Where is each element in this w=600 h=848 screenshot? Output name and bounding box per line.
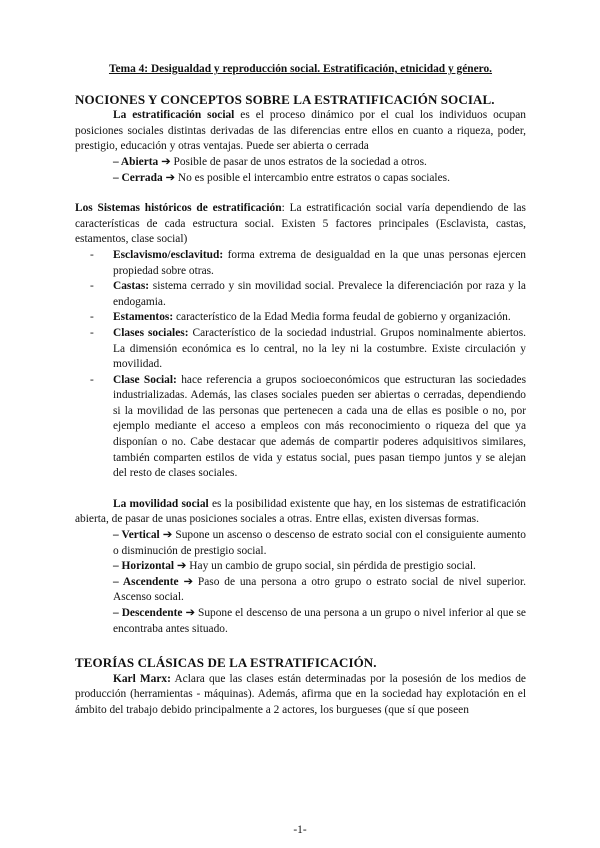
text-cerrada: ➔ No es posible el intercambio entre estratos o capas sociales. (162, 171, 450, 184)
document-page (75, 62, 526, 719)
list-item (75, 326, 526, 373)
dash-bullet: - (90, 326, 94, 339)
paragraph-marx (75, 672, 526, 719)
term-estratificacion: La estratificación social (113, 109, 235, 122)
document-title: Tema 4: Desigualdad y reproducción social. Estratificación, etnicidad y género. (108, 63, 493, 75)
term-abierta: – Abierta (113, 155, 159, 168)
section-heading-teorias: TEORÍAS CLÁSICAS DE LA ESTRATIFICACIÓN. (75, 655, 377, 671)
paragraph-movilidad (75, 497, 526, 528)
paragraph-sistemas (75, 201, 526, 248)
page-number: -1- (293, 824, 307, 836)
item-term: Clases sociales: (113, 326, 189, 339)
item-term: Estamentos: (113, 311, 174, 324)
term-ascendente: – Ascendente (113, 575, 179, 588)
item-text: característico de la Edad Media forma feudal de gobierno y organización. (173, 311, 511, 324)
term-cerrada: – Cerrada (113, 171, 163, 184)
item-text: hace referencia a grupos socioeconómicos que estructuran las sociedades industrializadas. Además, las clases sociales pueden ser abiertas o cerradas, dependiendo si la movilidad de las personas que pertenecen a cada una de ellas es posible o no, por ejemplo mediante el acceso a empleos con más reconocimiento o riqueza del que ya disponían o no. Cabe destacar que además de compartir poderes adquisitivos similares, también comparten estilos de vida y estatus social, pues pasan tiempo juntos y se alejan del resto de clases sociales. (113, 373, 527, 480)
item-text: forma extrema de desigualdad en la que unas personas ejercen propiedad sobre otras. (113, 248, 526, 277)
section-heading-nociones: NOCIONES Y CONCEPTOS SOBRE LA ESTRATIFICACIÓN SOCIAL. (75, 91, 495, 107)
text-vertical: ➔ Supone un ascenso o descenso de estrato social con el consiguiente aumento o disminución de prestigio social. (113, 529, 526, 557)
text-abierta: ➔ Posible de pasar de unos estratos de la sociedad a otros. (158, 155, 427, 168)
text-descendente: ➔ Supone el descenso de una persona a un grupo o nivel inferior al que se encontraba antes situado. (113, 607, 526, 635)
item-text: Característico de la sociedad industrial. Grupos nominalmente abiertos. La dimensión económica es lo central, no la ley ni la costumbre. Existe circulación y movilidad. (113, 326, 526, 371)
spacer (75, 186, 526, 201)
text-horizontal: ➔ Hay un cambio de grupo social, sin pérdida de prestigio social. (174, 560, 476, 573)
text-ascendente: ➔ Paso de una persona a otro grupo o estrato social de nivel superior. Ascenso social. (113, 575, 526, 604)
text-marx: Aclara que las clases están determinadas por la posesión de los medios de producción (herramientas - máquinas). Además, afirma que en la sociedad hay explotación en el ámbito del trabajo debido principalmente a 2 actores, los burgueses (que sí que poseen (75, 672, 526, 716)
paragraph-estratificacion (75, 108, 526, 155)
item-descendente (75, 606, 526, 637)
spacer (75, 482, 526, 497)
dash-bullet: - (90, 373, 94, 386)
term-marx: Karl Marx: (113, 672, 171, 685)
list-item (75, 248, 526, 279)
dash-bullet: - (90, 311, 94, 324)
spacer (75, 637, 526, 645)
dash-bullet: - (90, 280, 94, 293)
item-term: Castas: (113, 280, 150, 293)
term-descendente: – Descendente (113, 607, 183, 619)
list-item (75, 279, 526, 310)
item-vertical (75, 528, 526, 559)
systems-list (75, 248, 526, 482)
term-sistemas: Los Sistemas históricos de estratificación (75, 202, 282, 215)
term-movilidad: La movilidad social (113, 497, 209, 510)
list-item (75, 373, 526, 482)
item-text: sistema cerrado y sin movilidad social. Prevalece la diferenciación por raza y la endogamia. (113, 280, 526, 308)
dash-bullet: - (90, 248, 94, 261)
item-cerrada (75, 171, 526, 187)
text-movilidad: es la posibilidad existente que hay, en los sistemas de estratificación abierta, de pasar de unas posiciones sociales a otras. Entre ellas, existen diversas formas. (75, 497, 526, 526)
term-horizontal: – Horizontal (113, 560, 175, 573)
text-sistemas: : La estratificación social varía dependiendo de las características de cada estructura social. Existen 5 factores principales (Esclavista, castas, estamentos, clase social) (75, 202, 526, 246)
item-ascendente (75, 575, 526, 606)
item-horizontal (75, 559, 526, 575)
item-term: Esclavismo/esclavitud: (113, 248, 224, 261)
list-item (75, 310, 526, 326)
item-abierta (75, 155, 526, 171)
text-estratificacion: es el proceso dinámico por el cual los individuos ocupan posiciones sociales distintas derivadas de las diferencias entre ellos en cuanto a riqueza, poder, prestigio, educación y otras ventajas. Puede ser abierta o cerrada (75, 109, 527, 153)
item-term: Clase Social: (113, 373, 177, 386)
term-vertical: – Vertical (113, 529, 160, 542)
